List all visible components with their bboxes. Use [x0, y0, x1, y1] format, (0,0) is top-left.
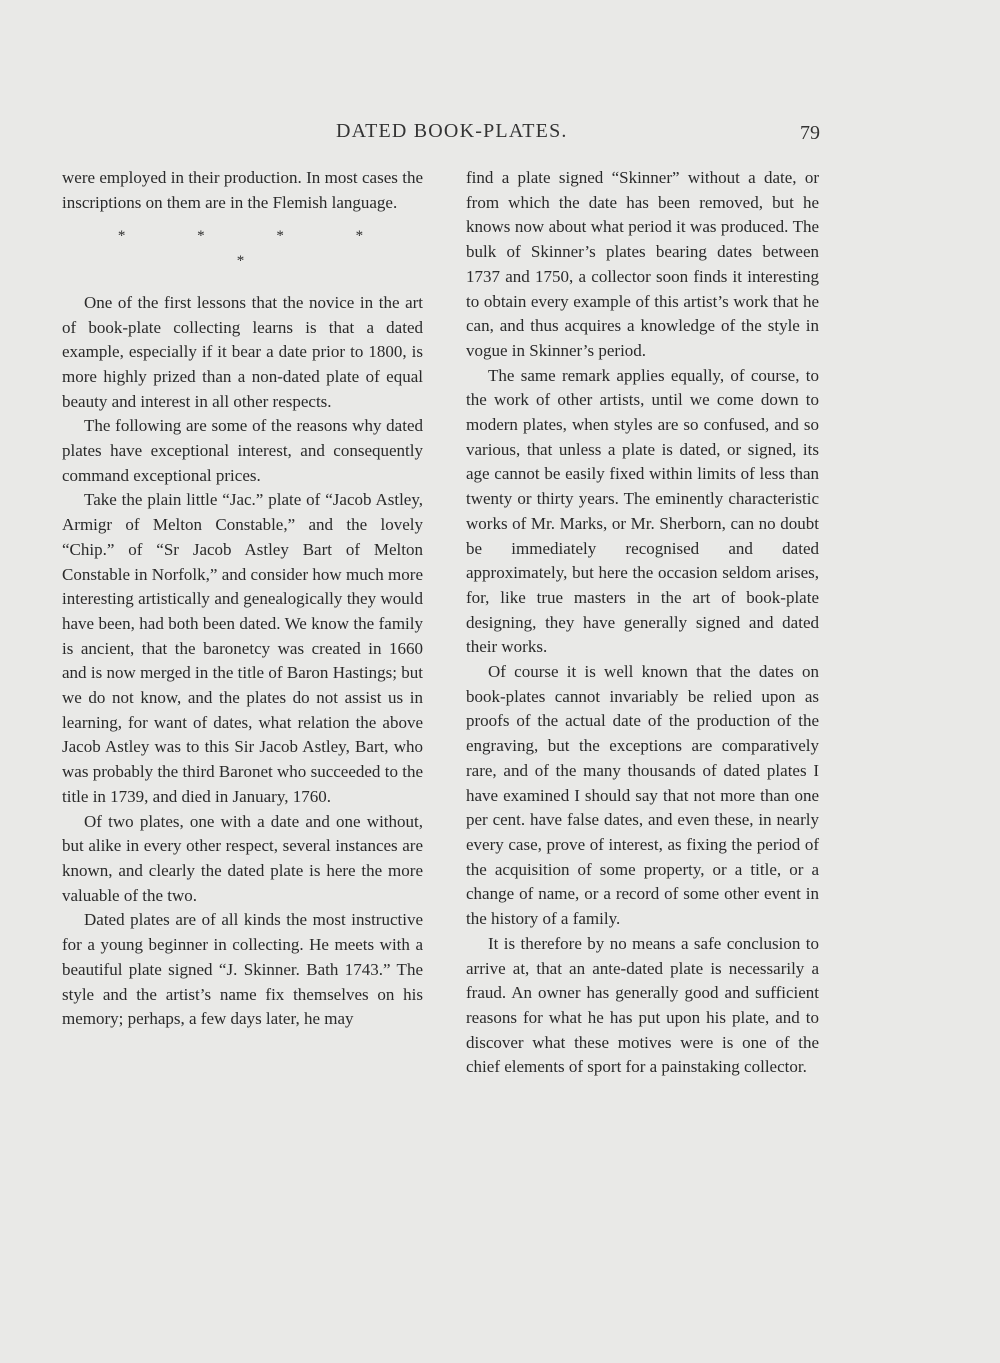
right-column — [466, 166, 819, 1080]
paragraph: Of course it is well known that the dates on book-plates cannot invariably be relied upon as proofs of the actual date of the production of the engraving, but the exceptions are comparatively rare, and of the many thousands of dated plates I have examined I should say that not more than one per cent. have false dates, and even these, in nearly every case, prove of interest, as fixing the period of the acquisition of some property, or a title, or a change of name, or a record of some other event in the history of a family. — [466, 662, 819, 929]
paragraph: were employed in their production. In most cases the inscriptions on them are in the Flemish language. — [62, 168, 423, 212]
paragraph: find a plate signed “Skinner” without a date, or from which the date has been removed, but he knows now about what period it was produced. The bulk of Skinner’s plates bearing dates between 1737 and 1750, a collector soon finds it interesting to obtain every example of this artist’s work that he can, and thus acquires a knowledge of the style in vogue in Skinner’s period. — [466, 168, 819, 360]
section-separator: * * * * * — [117, 228, 398, 270]
paragraph: Of two plates, one with a date and one without, but alike in every other respect, several instances are known, and clearly the dated plate is here the more valuable of the two. — [62, 811, 423, 905]
left-column — [62, 166, 423, 1032]
paragraph: One of the first lessons that the novice in the art of book-plate collecting learns is that a dated example, especially if it bear a date prior to 1800, is more highly prized than a non-dated plate of equal beauty and interest in all other respects. — [62, 292, 423, 411]
paragraph: The same remark applies equally, of course, to the work of other artists, until we come down to modern plates, when styles are so confused, and so various, that unless a plate is dated, or signed, its age cannot be easily fixed within limits of less than twenty or thirty years. The eminently characteristic works of Mr. Marks, or Mr. Sherborn, can no doubt be immediately recognised and dated approximately, but here the occasion seldom arises, for, like true masters in the art of book-plate designing, they have generally signed and dated their works. — [466, 365, 819, 657]
running-title: DATED BOOK-PLATES. — [336, 120, 568, 142]
page-header — [0, 118, 1000, 148]
paragraph: Take the plain little “Jac.” plate of “Jacob Astley, Armigr of Melton Constable,” and the lovely “Chip.” of “Sr Jacob Astley Bart of Melton Constable in Norfolk,” and consider how much more interesting artistically and genealogically they would have been, had both been dated. We know the family is ancient, that the baronetcy was created in 1660 and is now merged in the title of Baron Hastings; but we do not know, and the plates do not assist us in learning, for want of dates, what relation the above Jacob Astley was to this Sir Jacob Astley, Bart, who was probably the third Baronet who succeeded to the title in 1739, and died in January, 1760. — [62, 490, 423, 806]
page-number: 79 — [800, 122, 820, 144]
paragraph: The following are some of the reasons why dated plates have exceptional interest, and consequently command exceptional prices. — [62, 416, 423, 485]
paragraph: Dated plates are of all kinds the most instructive for a young beginner in collecting. He meets with a beautiful plate signed “J. Skinner. Bath 1743.” The style and the artist’s name fix themselves on his memory; perhaps, a few days later, he may — [62, 910, 423, 1029]
paragraph: It is therefore by no means a safe conclusion to arrive at, that an ante-dated plate is necessarily a fraud. An owner has generally good and sufficient reasons for what he has put upon his plate, and to discover what these motives were is one of the chief elements of sport for a painstaking collector. — [466, 933, 819, 1077]
